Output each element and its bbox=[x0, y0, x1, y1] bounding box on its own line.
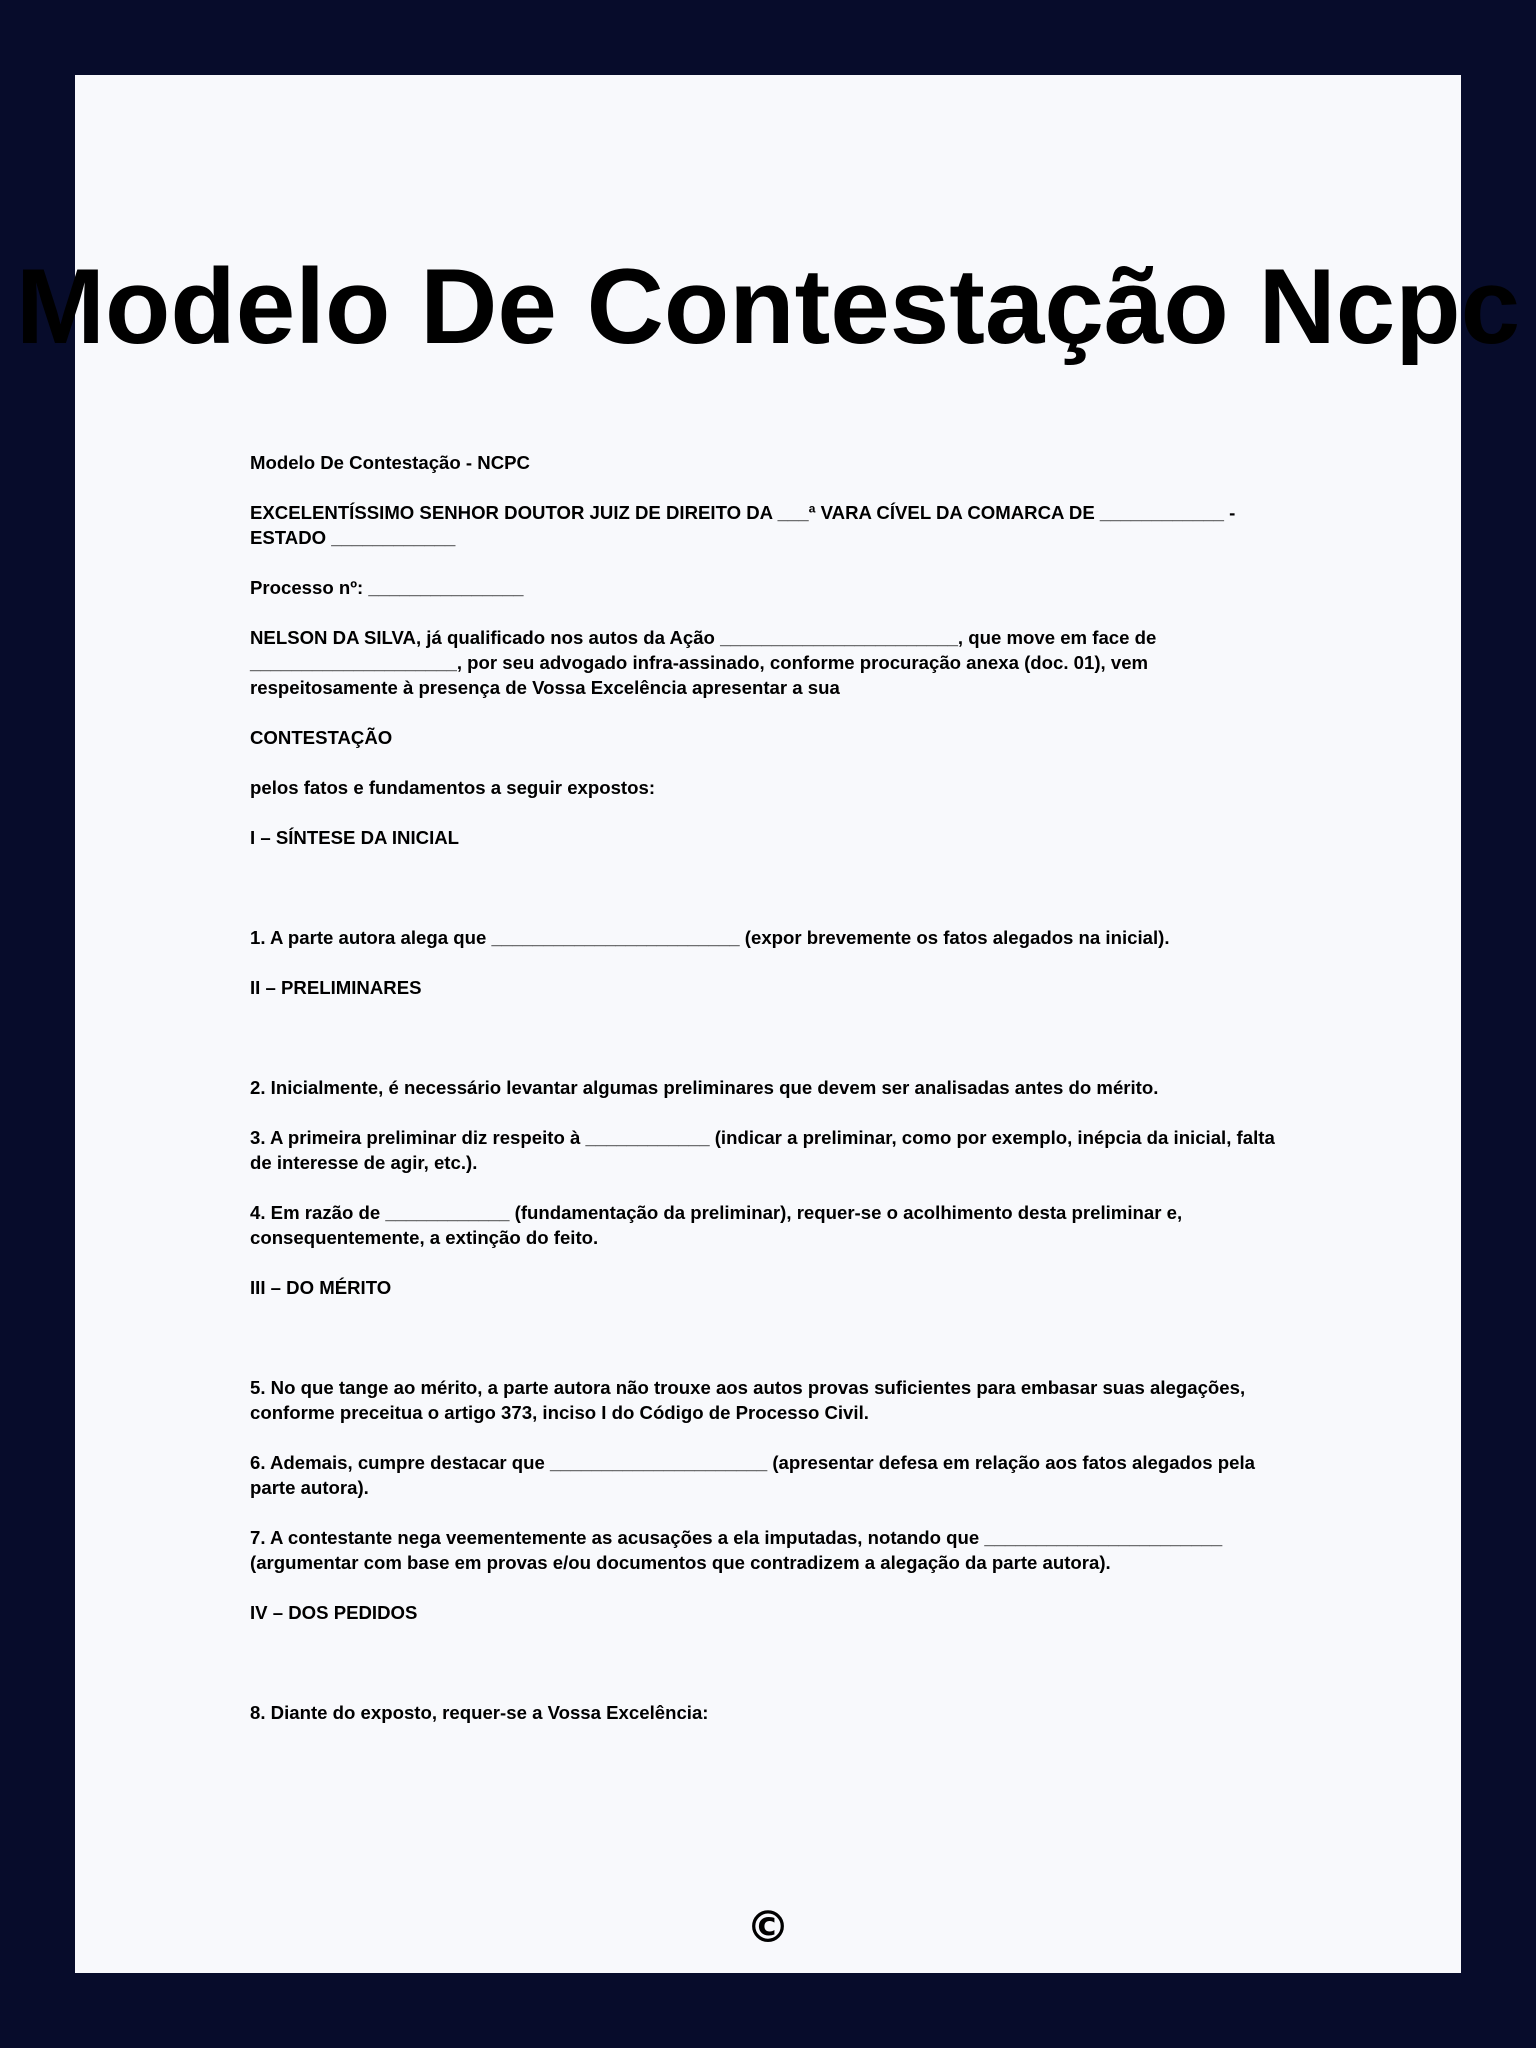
process-number-paragraph: Processo nº: _______________ bbox=[250, 577, 524, 598]
list-item: 7. A contestante nega veementemente as acusações a ela imputadas, notando que _______________________ (argumentar com base em provas e/ou documentos que contradizem a alegação da parte autora). bbox=[250, 1527, 1223, 1573]
qualification-paragraph: NELSON DA SILVA, já qualificado nos autos da Ação _______________________, que move em face de ____________________, por seu advogado infra-assinado, conforme procuração anexa (doc. 01), vem respeitosamente à presença de Vossa Excelência apresentar a sua bbox=[250, 627, 1157, 698]
list-item: 1. A parte autora alega que ________________________ (expor brevemente os fatos alegados na inicial). bbox=[250, 927, 1170, 948]
list-item: 5. No que tange ao mérito, a parte autora não trouxe aos autos provas suficientes para embasar suas alegações, conforme preceitua o artigo 373, inciso I do Código de Processo Civil. bbox=[250, 1377, 1246, 1423]
contestation-title: CONTESTAÇÃO bbox=[250, 727, 393, 748]
list-item: 8. Diante do exposto, requer-se a Vossa Excelência: bbox=[250, 1702, 709, 1723]
page-title: Modelo De Contestação Ncpc bbox=[15, 246, 1521, 366]
intro-paragraph: pelos fatos e fundamentos a seguir expostos: bbox=[250, 777, 656, 798]
list-item: 2. Inicialmente, é necessário levantar algumas preliminares que devem ser analisadas antes do mérito. bbox=[250, 1077, 1159, 1098]
list-item: 6. Ademais, cumpre destacar que _____________________ (apresentar defesa em relação aos fatos alegados pela parte autora). bbox=[250, 1452, 1255, 1498]
document-heading: Modelo De Contestação - NCPC bbox=[250, 452, 530, 473]
list-item: 3. A primeira preliminar diz respeito à ____________ (indicar a preliminar, como por exemplo, inépcia da inicial, falta de interesse de agir, etc.). bbox=[250, 1127, 1275, 1173]
list-item: 4. Em razão de ____________ (fundamentação da preliminar), requer-se o acolhimento desta preliminar e, consequentemente, a extinção do feito. bbox=[250, 1202, 1183, 1248]
addressee-paragraph: EXCELENTÍSSIMO SENHOR DOUTOR JUIZ DE DIREITO DA ___ª VARA CÍVEL DA COMARCA DE ____________ - ESTADO ____________ bbox=[250, 502, 1236, 548]
copyright-icon: © bbox=[746, 1902, 790, 1953]
section-heading-sintese: I – SÍNTESE DA INICIAL bbox=[250, 827, 460, 848]
section-heading-pedidos: IV – DOS PEDIDOS bbox=[250, 1602, 418, 1623]
document-body bbox=[250, 450, 1280, 1750]
section-heading-preliminares: II – PRELIMINARES bbox=[250, 977, 422, 998]
section-heading-merito: III – DO MÉRITO bbox=[250, 1277, 392, 1298]
